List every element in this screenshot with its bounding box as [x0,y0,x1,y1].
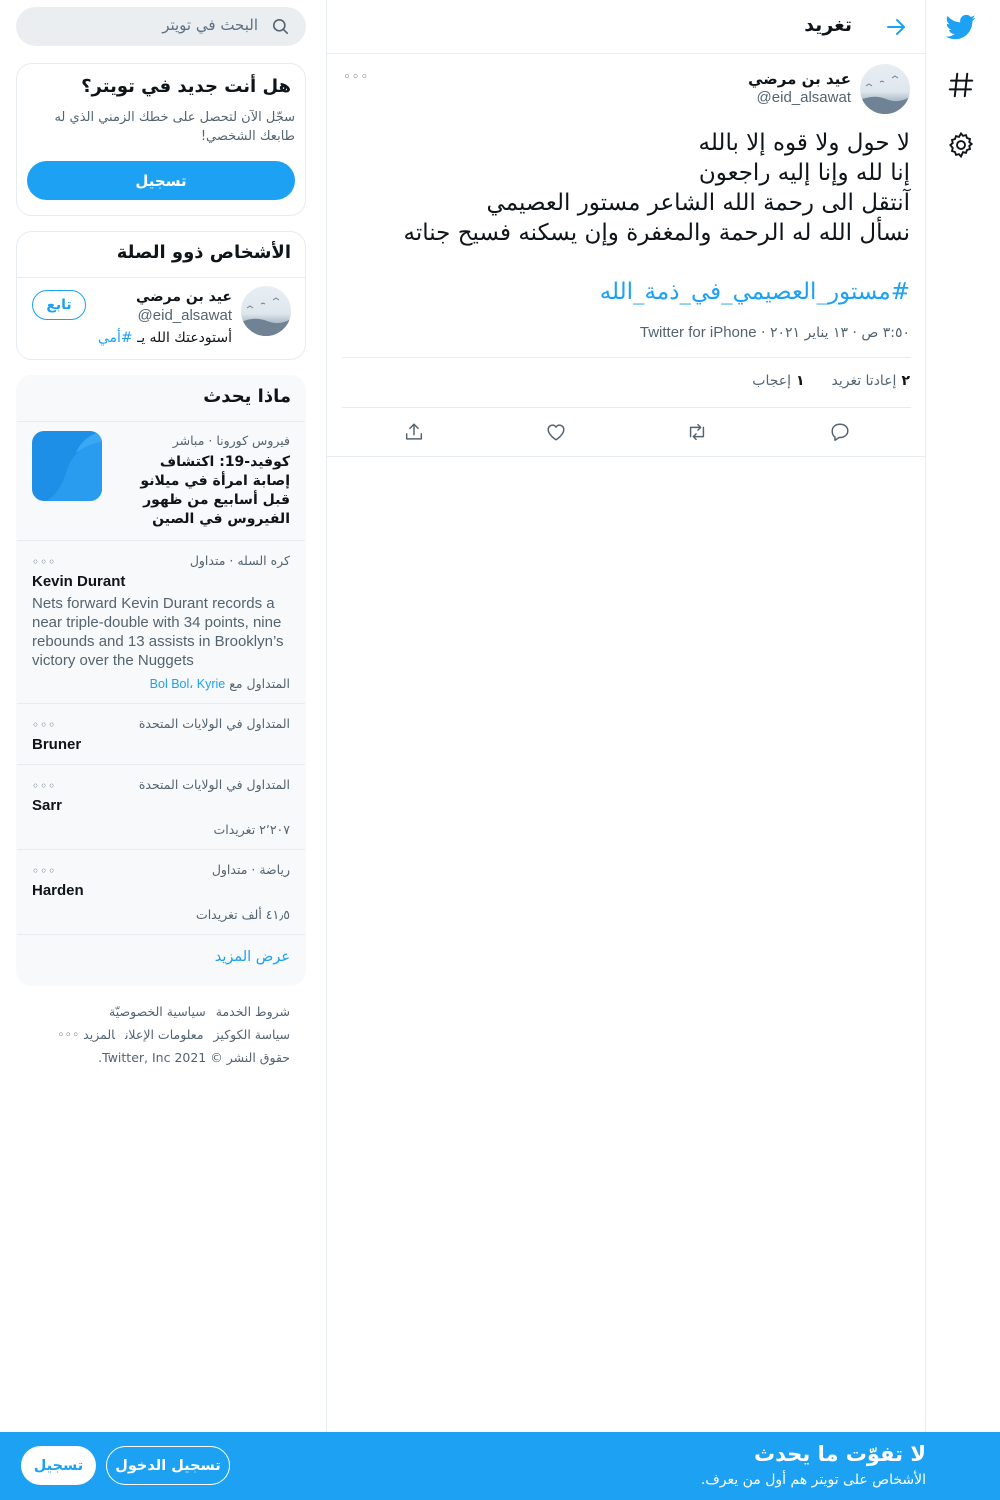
terms-link[interactable]: شروط الخدمة [215,1004,290,1019]
arrow-right-icon[interactable] [884,15,908,39]
related-user-bio [98,330,232,346]
show-more-link[interactable]: عرض المزيد [214,949,290,965]
divider [17,934,306,935]
tweet-timestamp[interactable]: ٣:٥٠ ص · ١٣ يناير ٢٠٢١ · [756,325,910,341]
more-options-icon[interactable]: ◦◦◦ [343,70,370,85]
likes-count: ١ [796,373,805,389]
trends-card [16,375,306,986]
retweets-label: إعادتا تغريد [831,373,897,389]
bio-text: أستودعتك الله يـ [132,330,232,346]
copyright: حقوق النشر © 2021 Twitter, Inc. [98,1050,290,1065]
hashtag-icon[interactable] [946,70,976,100]
signup-button[interactable]: تسجيل [21,1446,96,1485]
likes-label: إعجاب [752,373,792,389]
bottom-bar-title: لا تفوّت ما يحدث [754,1442,926,1466]
divider [327,456,926,457]
like-icon[interactable] [545,421,567,443]
twitter-logo-icon[interactable] [946,12,976,42]
trend-name: Bruner [32,736,82,753]
cookies-link[interactable]: سياسة الكوكيز [213,1027,290,1042]
trend-count: ٤١٫٥ ألف تغريدات [195,907,290,922]
ads-info-link[interactable]: معلومات الإعلان [124,1027,204,1042]
retweets-stat[interactable] [831,373,910,389]
more-options-icon[interactable]: ◦◦◦ [32,864,57,878]
tweet-line: إنا لله وإنا إليه راجعون [698,160,910,186]
related-people-title: الأشخاص ذوو الصلة [116,242,291,263]
page-header [327,0,926,54]
privacy-link[interactable]: سياسية الخصوصيّة [109,1004,206,1019]
tweet-source[interactable]: Twitter for iPhone [639,324,757,341]
divider [342,407,911,408]
trend-context: المتداول في الولايات المتحدة [138,716,290,731]
divider [17,764,306,765]
follow-button[interactable]: تابع [32,290,86,320]
tweet-author-avatar[interactable] [860,64,910,114]
more-options-icon[interactable]: ◦◦◦ [32,718,57,732]
related-user-name[interactable]: عيد بن مرضي [135,289,232,305]
tweet-stats [752,373,910,389]
footer [20,1000,290,1069]
divider [342,357,911,358]
trend-name: Harden [32,882,84,899]
related-people-card [16,231,306,360]
new-to-twitter-description: سجّل الآن لتحصل على خطك الزمني الذي له طابعك الشخصي! [54,110,295,144]
bottom-bar-subtitle: الأشخاص على تويتر هم أول من يعرف. [700,1472,926,1488]
trend-description: Nets forward Kevin Durant records a near triple-double with 34 points, nine rebounds and 13 assists in Brooklyn’s victory over the Nuggets [32,595,284,669]
new-to-twitter-title: هل أنت جديد في تويتر؟ [81,76,291,97]
bottom-signup-bar [0,1432,1000,1500]
divider [17,421,306,422]
signup-button[interactable]: تسجيل [27,161,295,200]
gear-icon[interactable] [946,130,976,160]
page-title: تغريد [804,14,852,36]
news-context: فيروس كورونا · مباشر [172,433,290,448]
login-button[interactable]: تسجيل الدخول [106,1446,230,1485]
main-column [326,0,925,1432]
trends-title: ماذا يحدث [203,386,291,407]
divider [17,540,306,541]
tweet-line: لا حول ولا قوه إلا بالله [698,130,910,156]
trend-related-tags[interactable]: Bol Bol، Kyrie [149,677,226,691]
trend-related-label: المتداول مع [225,676,290,691]
search-input[interactable] [38,16,258,34]
divider [17,849,306,850]
search-box[interactable] [16,7,306,46]
trend-context: رياضة · متداول [211,862,290,877]
likes-stat[interactable] [752,373,804,389]
new-to-twitter-card [16,63,306,216]
more-options-icon[interactable]: ◦◦◦ [32,555,57,569]
tweet-author-handle[interactable]: @eid_alsawat [756,89,851,106]
more-options-icon[interactable]: ◦◦◦ [32,779,57,793]
footer-more-link[interactable]: المزيد ◦◦◦ [57,1027,115,1042]
tweet-line: آنتقل الى رحمة الله الشاعر مستور العصيمي [486,190,910,216]
divider [17,703,306,704]
news-image [32,431,102,501]
trend-context: المتداول في الولايات المتحدة [138,777,290,792]
tweet-meta [640,324,910,341]
reply-icon[interactable] [829,421,851,443]
tweet-text [350,128,910,248]
divider [17,277,306,278]
nav-rail [925,0,1000,1432]
related-user-handle[interactable]: @eid_alsawat [137,307,232,324]
retweet-icon[interactable] [686,421,708,443]
tweet-line: نسأل الله له الرحمة والمغفرة وإن يسكنه فسيح جناته [403,220,910,246]
trend-context: كره السله · متداول [189,553,290,568]
search-icon [271,17,290,36]
share-icon[interactable] [403,421,425,443]
bio-hashtag[interactable]: #أمي [97,330,133,346]
trend-related [150,676,290,691]
tweet-author-name[interactable]: عيد بن مرضي [748,70,851,88]
trend-count: ٢٬٢٠٧ تغريدات [213,822,290,837]
trend-name: Sarr [32,797,63,814]
news-title: كوفيد-19: اكتشاف إصابة امرأة في ميلانو قبل أسابيع من ظهور الفيروس في الصين [140,454,290,527]
trend-name: Kevin Durant [32,573,126,590]
retweets-count: ٢ [901,373,910,389]
tweet-hashtag[interactable]: #مستور_العصيمي_في_ذمة_الله [599,279,910,305]
avatar[interactable] [241,286,291,336]
